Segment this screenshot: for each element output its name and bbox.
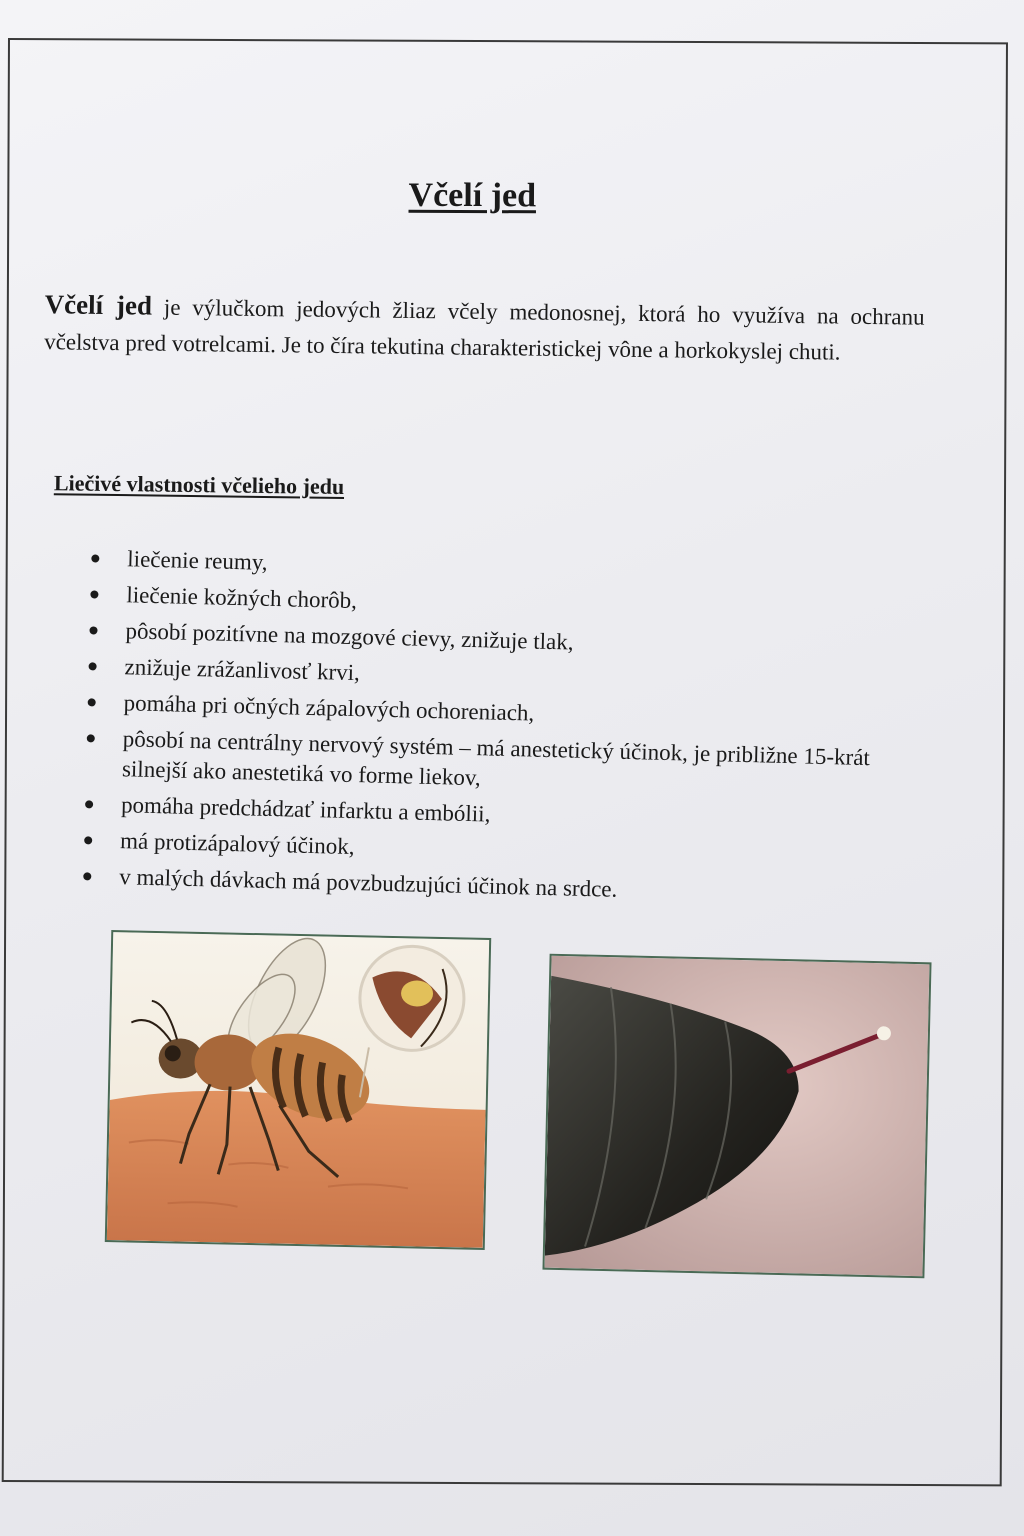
bullet-icon bbox=[87, 734, 95, 742]
properties-list bbox=[83, 540, 942, 915]
list-item-text: liečenie kožných chorôb, bbox=[126, 582, 358, 614]
bee-sting-illustration bbox=[105, 930, 491, 1250]
list-item-text: pomáha predchádzať infarktu a embólii, bbox=[120, 792, 491, 827]
bullet-icon bbox=[84, 836, 92, 844]
bullet-icon bbox=[88, 698, 96, 706]
list-item-text: má protizápalový účinok, bbox=[119, 828, 355, 860]
intro-term: Včelí jed bbox=[44, 289, 153, 321]
bee-stinger-photo bbox=[542, 954, 931, 1279]
bullet-icon bbox=[91, 554, 99, 562]
page-title: Včelí jed bbox=[408, 176, 537, 215]
list-item-text: v malých dávkach má povzbudzujúci účinok na srdce. bbox=[118, 864, 618, 902]
bullet-icon bbox=[90, 590, 98, 598]
list-item-text: pomáha pri očných zápalových ochoreniach, bbox=[123, 690, 535, 726]
bullet-icon bbox=[89, 626, 97, 634]
list-item-text: znižuje zrážanlivosť krvi, bbox=[124, 654, 361, 686]
bullet-icon bbox=[85, 800, 93, 808]
list-item-text: pôsobí pozitívne na mozgové cievy, znižuje tlak, bbox=[125, 618, 574, 655]
list-item-text: liečenie reumy, bbox=[127, 546, 268, 575]
bullet-icon bbox=[89, 662, 97, 670]
intro-paragraph bbox=[44, 286, 925, 372]
intro-text: je výlučkom jedových žliaz včely medonosnej, ktorá ho využíva na ochranu včelstva pred votrelcami. Je to číra tekutina charakteristickej vône a horkokyslej chuti. bbox=[44, 294, 925, 365]
section-heading: Liečivé vlastnosti včelieho jedu bbox=[53, 470, 345, 500]
list-item-text: pôsobí na centrálny nervový systém – má anestetický účinok, je približne 15-krát silnejší ako anestetiká vo forme liekov, bbox=[121, 726, 871, 791]
bullet-icon bbox=[83, 872, 91, 880]
